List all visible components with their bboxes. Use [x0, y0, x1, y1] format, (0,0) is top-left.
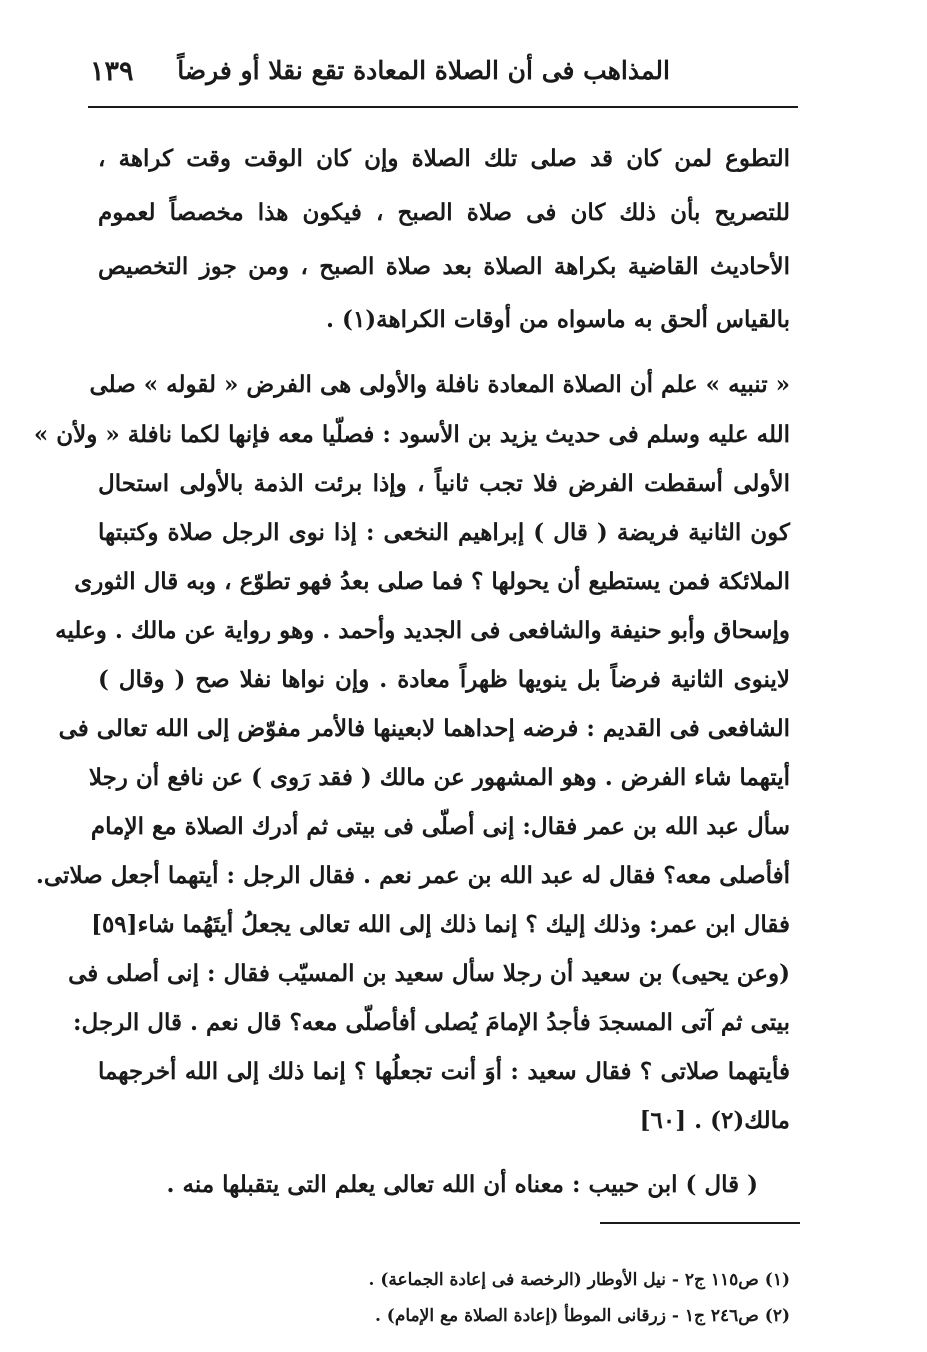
footnote-rule	[600, 1222, 800, 1224]
footnote-2: (٢) ص٢٤٦ ج١ - زرقانى الموطأ (إعادة الصلاة مع الإمام) .	[374, 1306, 790, 1326]
text-line: مالك(٢) . [٦٠]	[639, 1107, 790, 1134]
text-line: « تنبيه » علم أن الصلاة المعادة نافلة والأولى هى الفرض « لقوله » صلى	[89, 371, 790, 398]
text-line: بيتى ثم آتى المسجدَ فأجدُ الإمامَ يُصلى أفأصلّى معه؟ قال نعم . قال الرجل:	[73, 1009, 790, 1036]
text-line: الأولى أسقطت الفرض فلا تجب ثانياً ، وإذا برئت الذمة بالأولى استحال	[98, 470, 790, 497]
text-line: لاينوى الثانية فرضاً بل ينويها ظهراً معادة . وإن نواها نفلا صح ( وقال )	[98, 666, 790, 693]
text-line: وإسحاق وأبو حنيفة والشافعى فى الجديد وأحمد . وهو رواية عن مالك . وعليه	[55, 617, 790, 644]
text-line: فأيتهما صلاتى ؟ فقال سعيد : أوَ أنت تجعلُها ؟ إنما ذلك إلى الله أخرجهما	[98, 1058, 790, 1085]
text-line: كون الثانية فريضة ( قال ) إبراهيم النخعى : إذا نوى الرجل صلاة وكتبتها	[98, 519, 790, 546]
footnote-1: (١) ص١١٥ ج٢ - نيل الأوطار (الرخصة فى إعادة الجماعة) .	[368, 1270, 790, 1290]
running-title: المذاهب فى أن الصلاة المعادة تقع نقلا أو فرضاً	[177, 56, 670, 85]
text-line: للتصريح بأن ذلك كان فى صلاة الصبح ، فيكون هذا مخصصاً لعموم	[98, 199, 790, 226]
page-header	[90, 50, 800, 94]
closing-line: ( قال ) ابن حبيب : معناه أن الله تعالى يعلم التى يتقبلها منه .	[166, 1171, 758, 1198]
text-line: فقال ابن عمر: وذلك إليك ؟ إنما ذلك إلى الله تعالى يجعلُ أيتَهُما شاء[٥٩]	[91, 911, 790, 938]
header-rule	[88, 106, 798, 108]
text-line: (وعن يحيى) بن سعيد أن رجلا سأل سعيد بن المسيّب فقال : إنى أصلى فى	[68, 960, 790, 987]
text-line: الشافعى فى القديم : فرضه إحداهما لابعينها فالأمر مفوّض إلى الله تعالى فى	[58, 715, 790, 742]
page-number: ١٣٩	[90, 56, 134, 87]
text-line: بالقياس ألحق به ماسواه من أوقات الكراهة(١) .	[326, 306, 790, 333]
text-line: أفأصلى معه؟ فقال له عبد الله بن عمر نعم . فقال الرجل : أيتهما أجعل صلاتى.	[35, 862, 790, 889]
text-line: الملائكة فمن يستطيع أن يحولها ؟ فما صلى بعدُ فهو تطوّع ، وبه قال الثورى	[74, 568, 790, 595]
text-line: التطوع لمن كان قد صلى تلك الصلاة وإن كان الوقت وقت كراهة ،	[98, 145, 790, 172]
text-line: أيتهما شاء الفرض . وهو المشهور عن مالك ( فقد رَوى ) عن نافع أن رجلا	[88, 764, 790, 791]
text-line: الله عليه وسلم فى حديث يزيد بن الأسود : فصلّيا معه فإنها لكما نافلة « ولأن »	[33, 421, 790, 448]
text-line: سأل عبد الله بن عمر فقال: إنى أصلّى فى بيتى ثم أدرك الصلاة مع الإمام	[90, 813, 790, 840]
text-line: الأحاديث القاضية بكراهة الصلاة بعد صلاة الصبح ، ومن جوز التخصيص	[98, 253, 790, 280]
